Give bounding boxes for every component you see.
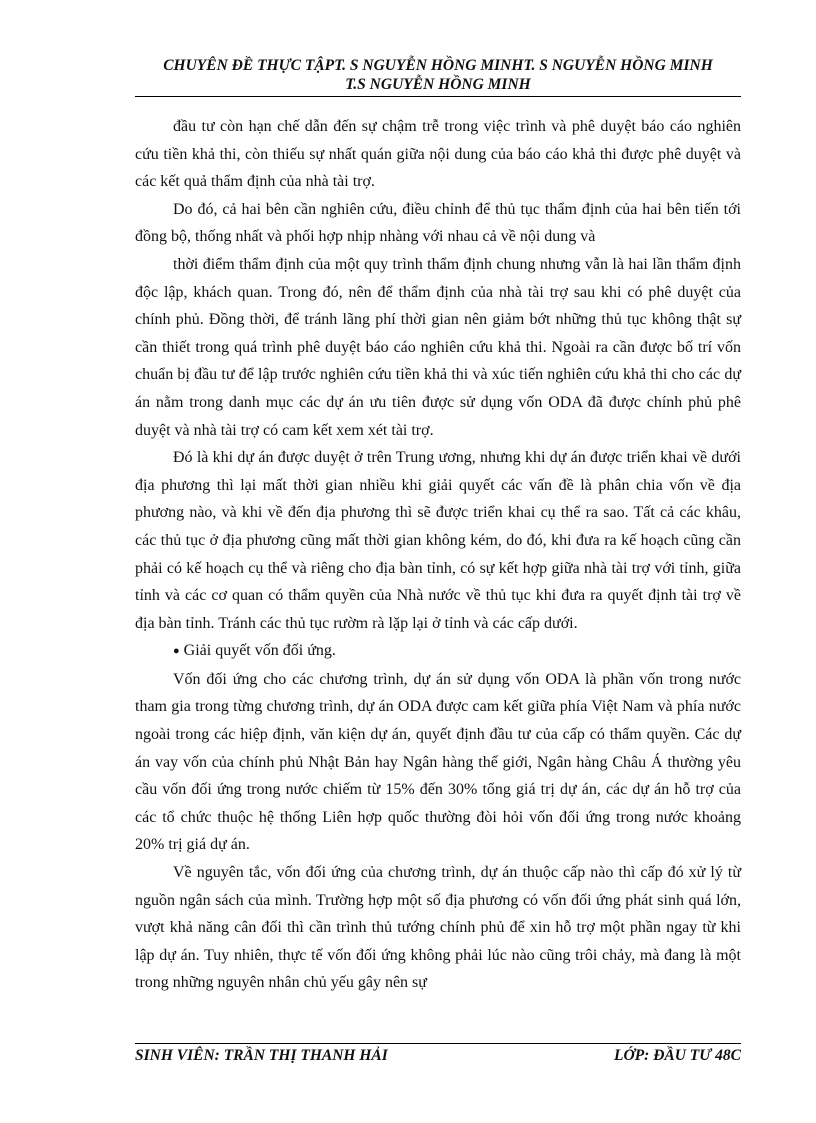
paragraph-5: Vốn đối ứng cho các chương trình, dự án sử dụng vốn ODA là phần vốn trong nước tham gia trong từng chương trình, dự án ODA được cam kết giữa phía Việt Nam và phía nước ngoài trong các hiệp định, văn kiện dự án, quyết định đầu tư của cấp có thẩm quyền. Các dự án vay vốn của chính phủ Nhật Bản hay Ngân hàng thế giới, Ngân hàng Châu Á thường yêu cầu vốn đối ứng trong nước chiếm từ 15% đến 30% tổng giá trị dự án, các dự án hỗ trợ của các tổ chức thuộc hệ thống Liên hợp quốc thường đòi hỏi vốn đối ứng trong nước khoảng 20% trị giá dự án. — [135, 670, 741, 854]
paragraph-2: Do đó, cả hai bên cần nghiên cứu, điều chỉnh để thủ tục thẩm định của hai bên tiến tới đồng bộ, thống nhất và phối hợp nhịp nhàng với nhau cả về nội dung và — [135, 200, 741, 246]
page-header — [135, 56, 741, 97]
paragraph-6: Về nguyên tắc, vốn đối ứng của chương trình, dự án thuộc cấp nào thì cấp đó xử lý từ nguồn ngân sách của mình. Trường hợp một số địa phương có vốn đối ứng phát sinh quá lớn, vượt khả năng cân đối thì cần trình thủ tướng chính phủ để xin hỗ trợ một phần ngay từ khi lập dự án. Tuy nhiên, thực tế vốn đối ứng không phải lúc nào cũng trôi chảy, mà đang là một trong những nguyên nhân chủ yếu gây nên sự — [135, 864, 741, 992]
footer-student: SINH VIÊN: TRẦN THỊ THANH HẢI — [135, 1047, 388, 1064]
bullet-item — [135, 637, 741, 666]
header-title-line-2: T.S NGUYỄN HỒNG MINH — [345, 76, 531, 93]
document-body — [135, 113, 741, 997]
bullet-text: Giải quyết vốn đối ứng. — [183, 642, 336, 660]
paragraph-3: thời điểm thẩm định của một quy trình thẩm định chung nhưng vẫn là hai lần thẩm định độc lập, khách quan. Trong đó, nên để thẩm định của nhà tài trợ sau khi có phê duyệt của chính phủ. Đồng thời, để tránh lãng phí thời gian nên giảm bớt những thủ tục không thật sự cần thiết trong quá trình phê duyệt báo cáo nghiên cứu khả thi. Ngoài ra cần được bố trí vốn chuẩn bị đầu tư để lập trước nghiên cứu tiền khả thi và xúc tiến nghiên cứu khả thi cho các dự án nằm trong danh mục các dự án ưu tiên được sử dụng vốn ODA đã được chính phủ phê duyệt và nhà tài trợ có cam kết xem xét tài trợ. — [135, 255, 741, 439]
bullet-icon: ● — [173, 645, 180, 658]
paragraph-1: đầu tư còn hạn chế dẫn đến sự chậm trễ trong việc trình và phê duyệt báo cáo nghiên cứu tiền khả thi, còn thiếu sự nhất quán giữa nội dung của báo cáo khả thi được phê duyệt và các kết quả thẩm định của nhà tài trợ. — [135, 118, 741, 191]
paragraph-4: Đó là khi dự án được duyệt ở trên Trung ương, nhưng khi dự án được triển khai về dưới địa phương thì lại mất thời gian nhiều khi giải quyết các vấn đề là phân chia vốn về địa phương nào, và khi về đến địa phương thì sẽ được triển khai cụ thể ra sao. Tất cả các khâu, các thủ tục ở địa phương cũng mất thời gian không kém, do đó, khi đưa ra kế hoạch cũng cần phải có kế hoạch cụ thể và riêng cho địa bàn tỉnh, có sự kết hợp giữa nhà tài trợ với tỉnh, giữa tỉnh và các cơ quan có thẩm quyền của Nhà nước về thủ tục khi đưa ra quyết định tài trợ về địa bàn tỉnh. Tránh các thủ tục rườm rà lặp lại ở tỉnh và các cấp dưới. — [135, 449, 741, 632]
footer-class: LỚP: ĐẦU TƯ 48C — [614, 1047, 741, 1064]
header-title-line-1: CHUYÊN ĐỀ THỰC TẬPT. S NGUYỄN HỒNG MINHT. S NGUYỄN HỒNG MINH — [163, 57, 713, 74]
footer-divider — [135, 1043, 741, 1044]
